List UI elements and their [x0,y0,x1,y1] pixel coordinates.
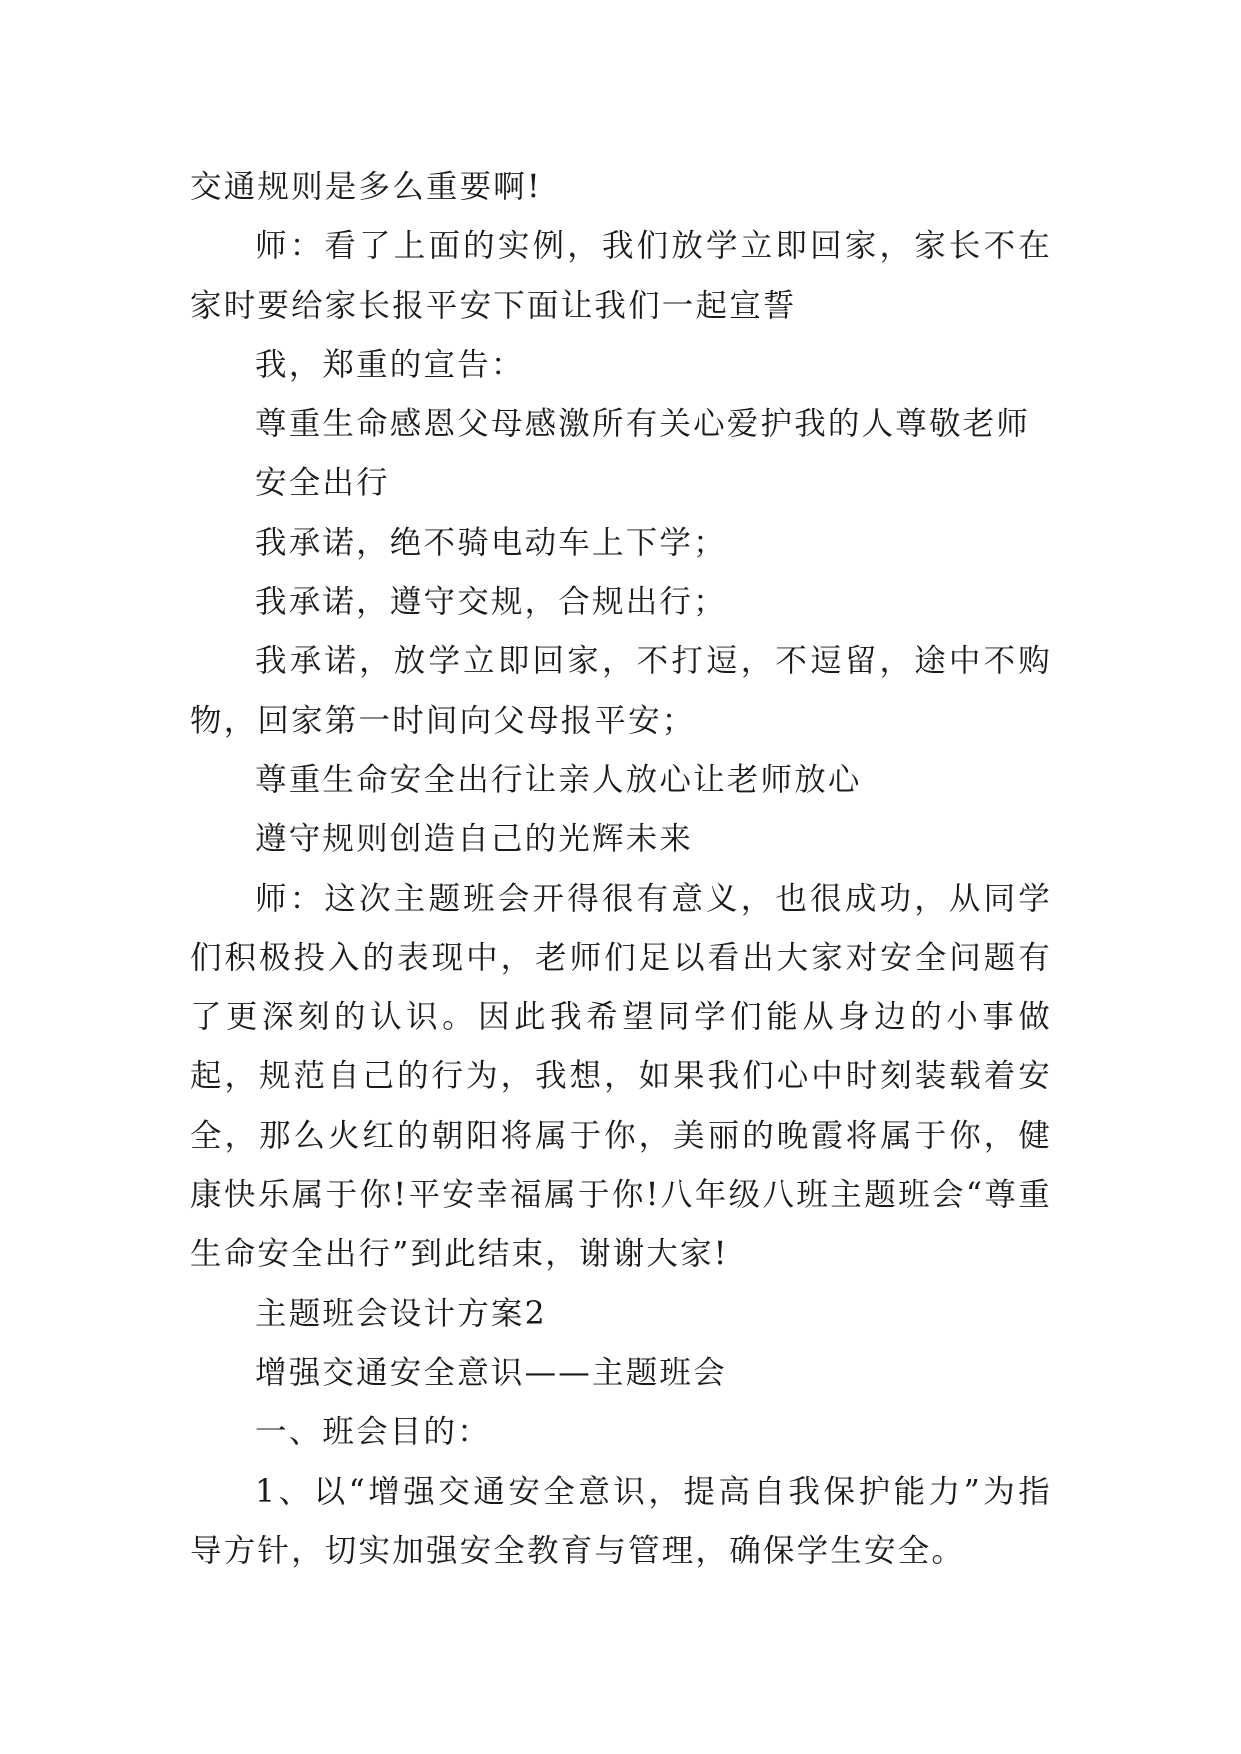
section-heading: 一、班会目的： [255,1414,491,1451]
paragraph: 我承诺，绝不骑电动车上下学； [255,524,727,561]
paragraph: 我承诺，遵守交规，合规出行； [255,584,727,621]
paragraph: 交通规则是多么重要啊! [190,169,542,205]
paragraph: 1、以“增强交通安全意识，提高自我保护能力”为指导方针，切实加强安全教育与管理，确保学生安全。 [190,1473,1052,1569]
section-subtitle: 增强交通安全意识——主题班会 [255,1354,727,1391]
section-title: 主题班会设计方案2 [255,1295,547,1332]
paragraph: 师：这次主题班会开得很有意义，也很成功，从同学们积极投入的表现中，老师们足以看出大家对安全问题有了更深刻的认识。因此我希望同学们能从身边的小事做起，规范自己的行为，我想，如果我们心中时刻装载着安全，那么火红的朝阳将属于你，美丽的晚霞将属于你，健康快乐属于你!平安幸福属于你!八年级八班主题班会“尊重生命安全出行”到此结束，谢谢大家! [190,880,1052,1273]
paragraph: 师：看了上面的实例，我们放学立即回家，家长不在家时要给家长报平安下面让我们一起宣誓 [190,228,1052,324]
paragraph: 尊重生命安全出行让亲人放心让老师放心 [255,761,862,798]
paragraph: 遵守规则创造自己的光辉未来 [255,821,694,858]
paragraph: 我承诺，放学立即回家，不打逗，不逗留，途中不购物，回家第一时间向父母报平安； [190,643,1052,739]
document-body [190,158,1052,1581]
paragraph: 我，郑重的宣告： [255,346,525,383]
paragraph: 尊重生命感恩父母感激所有关心爱护我的人尊敬老师 [255,406,1031,443]
paragraph: 安全出行 [255,465,390,502]
